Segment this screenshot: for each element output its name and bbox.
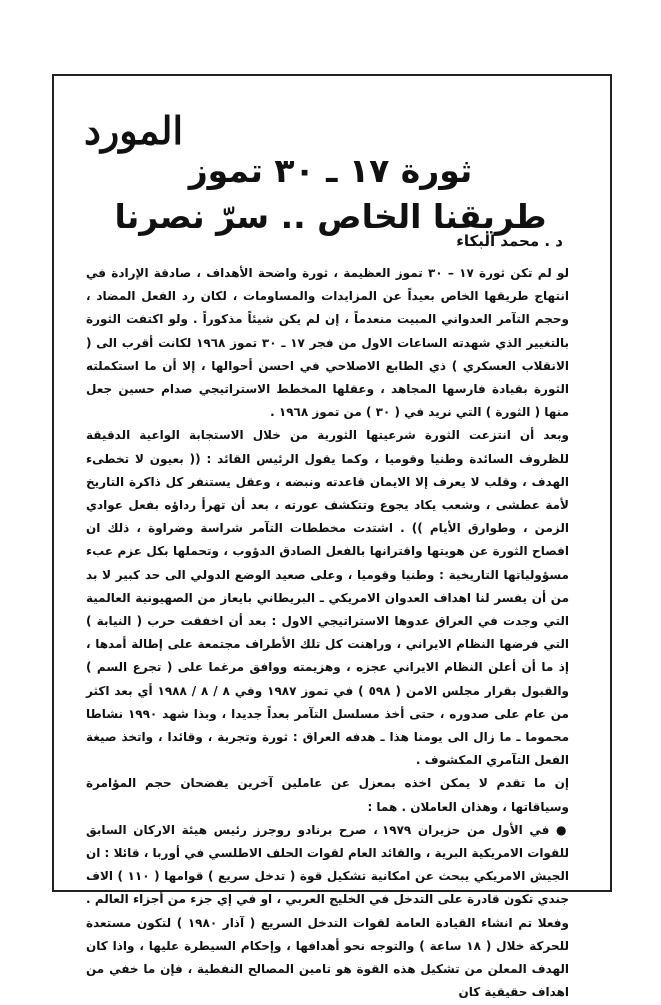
paragraph-4-text: في الأول من حزيران ١٩٧٩ ، صرح برنادو روجرز رئيس هيئة الاركان السابق للقوات الامريكية البرية ، والقائد العام لقوات الحلف الاطلسي في أوربا ، قائلا : ان الجيش الامريكي يبحث عن امكانية تشكيل قوة ( تدخل سريع ) قوامها ( ١١٠ ) الاف جندي تكون قادرة على التدخل في الخليج العربي ، او في إي جزء من أجزاء العالم . وفعلا تم انشاء القيادة العامة لقوات التدخل السريع ( آذار ١٩٨٠ ) لتكون مستعدة للحركة خلال ( ١٨ ساعة ) والتوجه نحو أهدافها ، وإحكام السيطرة عليها ، واذا كان الهدف المعلن من تشكيل هذه القوة هو تامين المصالح النفطية ، فإن ما خفي من اهداف حقيقية كان — [86, 822, 570, 1000]
author-byline: د . محمد البكاء — [456, 232, 563, 250]
magazine-logo: المورد — [84, 108, 184, 153]
article-body — [86, 262, 569, 1005]
article-headline — [0, 148, 661, 240]
bullet-icon: ● — [556, 822, 569, 837]
paragraph-1: لو لم تكن ثورة ١٧ – ٣٠ تموز العظيمة ، ثورة واضحة الأهداف ، صادقة الإرادة في انتهاج طريقها الخاص بعيداً عن المزايدات والمساومات ، لكان رد الفعل المضاد ، وحجم التآمر العدواني المبيت منعدماً ، إن لم يكن شيئاً مذكوراً . ولو اكتفت الثورة بالتغيير الذي شهدته الساعات الاول من فجر ١٧ ـ ٣٠ تموز ١٩٦٨ لكانت أقرب الى ( الانقلاب العسكري ) ذي الطابع الاصلاحي في احسن أحوالها ، إلا أن ما استكملته الثورة بقيادة فارسها المجاهد ، وعقلها المخطط الاستراتيجي صدام حسين جعل منها ( الثورة ) التي نريد في ( ٣٠ ) من تموز ١٩٦٨ . — [86, 266, 569, 420]
paragraph-3: إن ما تقدم لا يمكن اخذه بمعزل عن عاملين آخرين يفضحان حجم المؤامرة وسياقاتها ، وهذان العاملان . هما : — [86, 776, 569, 814]
headline-line-2: طريقنا الخاص .. سرّ نصرنا — [114, 197, 547, 236]
headline-line-1: ثورة ١٧ ـ ٣٠ تموز — [188, 151, 473, 190]
paragraph-4-bullet — [86, 819, 569, 1005]
paragraph-2: وبعد أن انتزعت الثورة شرعيتها الثورية من خلال الاستجابة الواعية الدقيقة للظروف السائدة وطنيا وقوميا ، وكما يقول الرئيس القائد : (( بعيون لا تخطىء الهدف ، وقلب لا يعرف إلا الايمان قاعدته ونبضه ، وعقل يستنفر كل ذاكرة التاريخ لأمة عطشى ، وشعب يكاد يجوع وتتكشف عورته ، بعد أن تهرأ رداؤه بفعل عوادي الزمن ، وطوارق الأيام )) . اشتدت مخططات التآمر شراسة وضراوة ، ذلك ان افصاح الثورة عن هويتها واقترانها بالفعل الصادق الدؤوب ، وتحملها بكل عزم عبء مسؤولياتها التاريخية : وطنيا وقوميا ، وعلى صعيد الوضع الدولي الى حد كبير لا بد من أن يفسر لنا اهداف العدوان الامريكي ـ البريطاني بايعاز من الصهيونية العالمية التي وجدت في العراق عدوها الاستراتيجي الاول : بعد أن اخفقت حرب ( النيابة ) التي فرضها النظام الايراني ، وراهنت كل تلك الأطراف مجتمعة على إطالة أمدها ، إذ ما أن أعلن النظام الايراني عجزه ، وهزيمته ووافق مرغما على ( تجرع السم ) والقبول بقرار مجلس الامن ( ٥٩٨ ) في تموز ١٩٨٧ وفي ٨ / ٨ / ١٩٨٨ أي بعد اكثر من عام على صدوره ، حتى أخذ مسلسل التآمر بعداً جديدا ، وبذا شهد ١٩٩٠ نشاطا محموما ـ ما زال الى يومنا هذا ـ هدفه العراق : ثورة وتجربة ، وقائدا ، واتخذ صيغة الفعل التآمري المكشوف . — [86, 428, 569, 768]
